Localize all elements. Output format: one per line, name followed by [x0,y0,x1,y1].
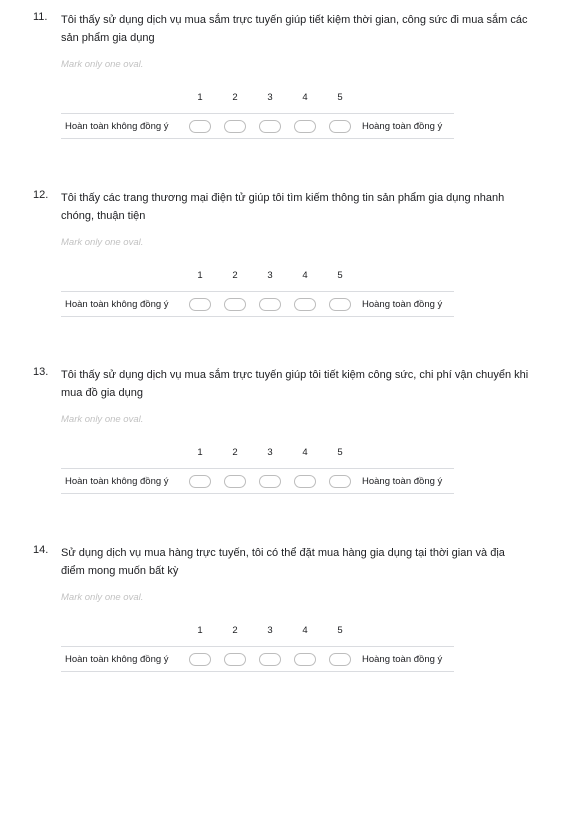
linear-scale-row [61,113,454,139]
question-number: 13. [33,366,49,378]
radio-oval-2[interactable] [224,120,246,133]
scale-number: 2 [232,625,238,636]
radio-oval-5[interactable] [329,475,351,488]
radio-oval-4[interactable] [294,298,316,311]
scale-header [185,270,360,284]
radio-oval-1[interactable] [189,298,211,311]
question-text: Tôi thấy sử dụng dịch vụ mua sắm trực tuyến giúp tôi tiết kiệm công sức, chi phí vận chuyển khi mua đồ gia dụng [61,369,529,399]
scale-min-label: Hoàn toàn không đồng ý [65,121,169,132]
question-number: 14. [33,544,49,556]
question-14 [0,533,579,703]
question-number: 11. [33,11,48,23]
scale-min-label: Hoàn toàn không đồng ý [65,299,169,310]
radio-oval-3[interactable] [259,653,281,666]
scale-number: 2 [232,270,238,281]
scale-number: 5 [337,625,343,636]
radio-oval-1[interactable] [189,653,211,666]
scale-number: 2 [232,92,238,103]
scale-header [185,625,360,639]
question-text: Sử dụng dịch vụ mua hàng trực tuyến, tôi có thể đặt mua hàng gia dụng tại thời gian và địa điểm mong muốn bất kỳ [61,547,505,577]
scale-min-label: Hoàn toàn không đồng ý [65,654,169,665]
question-13 [0,355,579,525]
instruction-hint: Mark only one oval. [61,237,144,248]
scale-number: 3 [267,625,273,636]
radio-oval-5[interactable] [329,653,351,666]
question-text: Tôi thấy các trang thương mại điện tử giúp tôi tìm kiếm thông tin sản phẩm gia dụng nhanh chóng, thuận tiện [61,192,505,222]
radio-oval-5[interactable] [329,298,351,311]
radio-oval-4[interactable] [294,653,316,666]
radio-oval-5[interactable] [329,120,351,133]
linear-scale-row [61,468,454,494]
scale-min-label: Hoàn toàn không đồng ý [65,476,169,487]
scale-number: 3 [267,447,273,458]
radio-oval-2[interactable] [224,475,246,488]
scale-number: 1 [197,625,203,636]
radio-oval-1[interactable] [189,475,211,488]
scale-number: 1 [197,447,203,458]
scale-number: 2 [232,447,238,458]
scale-number: 4 [302,92,308,103]
scale-number: 3 [267,92,273,103]
question-12 [0,178,579,348]
radio-oval-3[interactable] [259,298,281,311]
question-number: 12. [33,189,49,201]
question-text: Tôi thấy sử dụng dịch vụ mua sắm trực tuyến giúp tiết kiệm thời gian, công sức đi mua sắm các sản phẩm gia dụng [61,14,528,44]
radio-oval-3[interactable] [259,120,281,133]
radio-oval-2[interactable] [224,298,246,311]
question-11 [0,0,579,170]
scale-number: 3 [267,270,273,281]
scale-header [185,92,360,106]
scale-max-label: Hoàng toàn đồng ý [362,654,443,665]
radio-oval-2[interactable] [224,653,246,666]
scale-number: 1 [197,92,203,103]
linear-scale-row [61,291,454,317]
scale-max-label: Hoàng toàn đồng ý [362,299,443,310]
scale-number: 1 [197,270,203,281]
scale-number: 5 [337,270,343,281]
scale-header [185,447,360,461]
scale-number: 4 [302,447,308,458]
scale-number: 5 [337,447,343,458]
scale-number: 4 [302,270,308,281]
linear-scale-row [61,646,454,672]
instruction-hint: Mark only one oval. [61,414,144,425]
instruction-hint: Mark only one oval. [61,59,144,70]
radio-oval-1[interactable] [189,120,211,133]
radio-oval-4[interactable] [294,475,316,488]
scale-max-label: Hoàng toàn đồng ý [362,121,443,132]
instruction-hint: Mark only one oval. [61,592,144,603]
radio-oval-3[interactable] [259,475,281,488]
scale-number: 5 [337,92,343,103]
radio-oval-4[interactable] [294,120,316,133]
scale-max-label: Hoàng toàn đồng ý [362,476,443,487]
scale-number: 4 [302,625,308,636]
